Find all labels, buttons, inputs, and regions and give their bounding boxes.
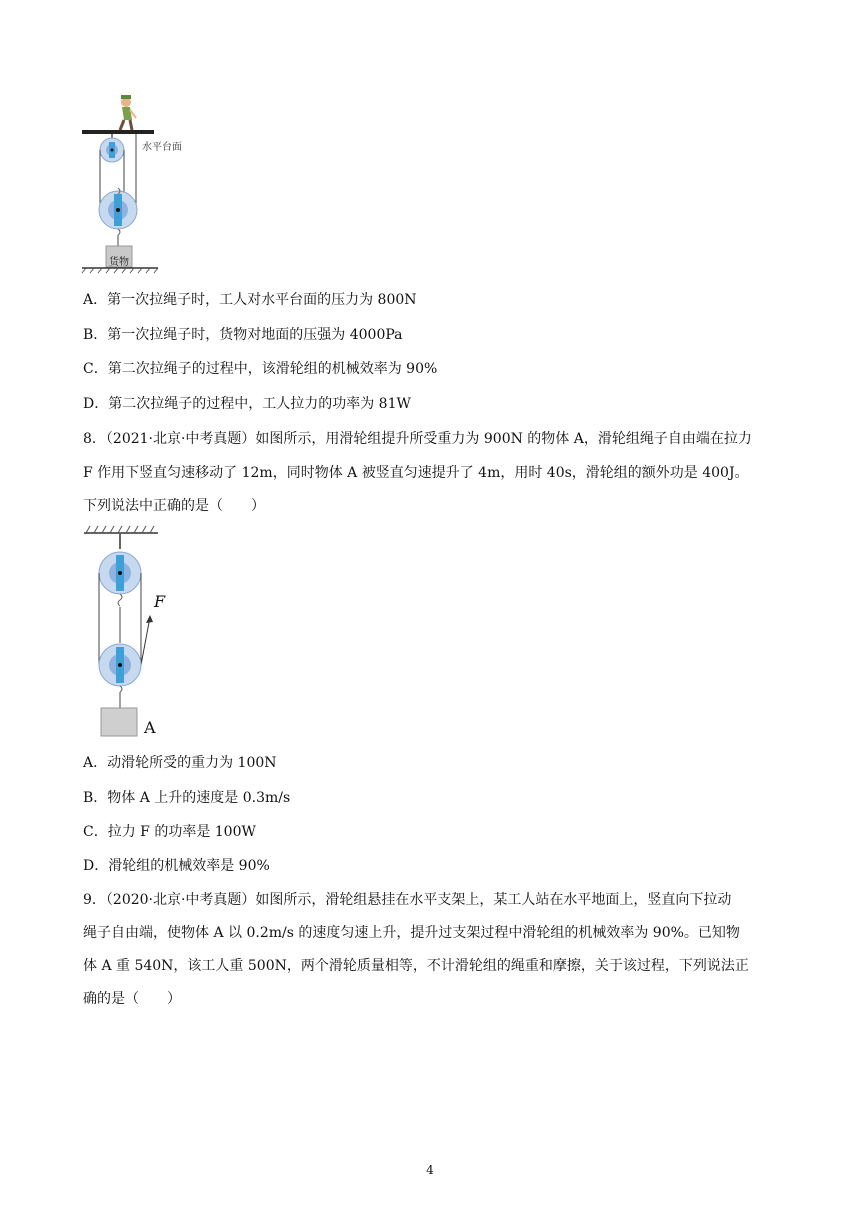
force-label: F xyxy=(154,592,166,611)
movable-pulley xyxy=(99,644,141,692)
q8-stem-line-1: 8．（2021·北京·中考真题）如图所示，用滑轮组提升所受重力为 900N 的物体 A，滑轮组绳子自由端在拉力 xyxy=(83,431,752,447)
q9-stem-line-4: 确的是（ ） xyxy=(83,991,181,1007)
q8-stem-line-2: F 作用下竖直匀速移动了 12m，同时物体 A 被竖直匀速提升了 4m，用时 40s，滑轮组的额外功是 400J。 xyxy=(83,465,749,481)
platform-label: 水平台面 xyxy=(142,142,182,153)
block-a-label: A xyxy=(144,718,156,737)
q7-option-c: C．第二次拉绳子的过程中，该滑轮组的机械效率为 90% xyxy=(83,361,438,377)
block-a xyxy=(101,708,137,736)
platform-bar xyxy=(82,130,154,134)
fixed-pulley xyxy=(100,134,124,162)
figure-pulley-block xyxy=(80,525,190,740)
worker-figure xyxy=(120,95,136,130)
movable-pulley xyxy=(99,188,137,235)
q7-option-d: D．第二次拉绳子的过程中，工人拉力的功率为 81W xyxy=(83,396,411,412)
q8-option-a: A．动滑轮所受的重力为 100N xyxy=(83,755,277,771)
fixed-pulley xyxy=(99,533,141,606)
q8-option-d: D．滑轮组的机械效率是 90% xyxy=(83,858,270,874)
q7-option-a: A．第一次拉绳子时，工人对水平台面的压力为 800N xyxy=(83,292,417,308)
q8-option-b: B．物体 A 上升的速度是 0.3m/s xyxy=(83,790,291,806)
q9-stem-line-1: 9．（2020·北京·中考真题）如图所示，滑轮组悬挂在水平支架上，某工人站在水平地面上，竖直向下拉动 xyxy=(83,892,732,908)
page-number: 4 xyxy=(426,1163,434,1177)
q8-option-c: C．拉力 F 的功率是 100W xyxy=(83,824,256,840)
q8-stem-line-3: 下列说法中正确的是（ ） xyxy=(83,498,265,514)
cargo-label: 货物 xyxy=(109,257,129,268)
q9-stem-line-2: 绳子自由端，使物体 A 以 0.2m/s 的速度匀速上升，提升过支架过程中滑轮组的机械效率为 90%。已知物 xyxy=(83,925,740,941)
figure-pulley-platform xyxy=(78,90,218,275)
q7-option-b: B．第一次拉绳子时，货物对地面的压强为 4000Pa xyxy=(83,327,403,343)
q9-stem-line-3: 体 A 重 540N，该工人重 500N，两个滑轮质量相等，不计滑轮组的绳重和摩擦，关于该过程，下列说法正 xyxy=(83,958,749,974)
